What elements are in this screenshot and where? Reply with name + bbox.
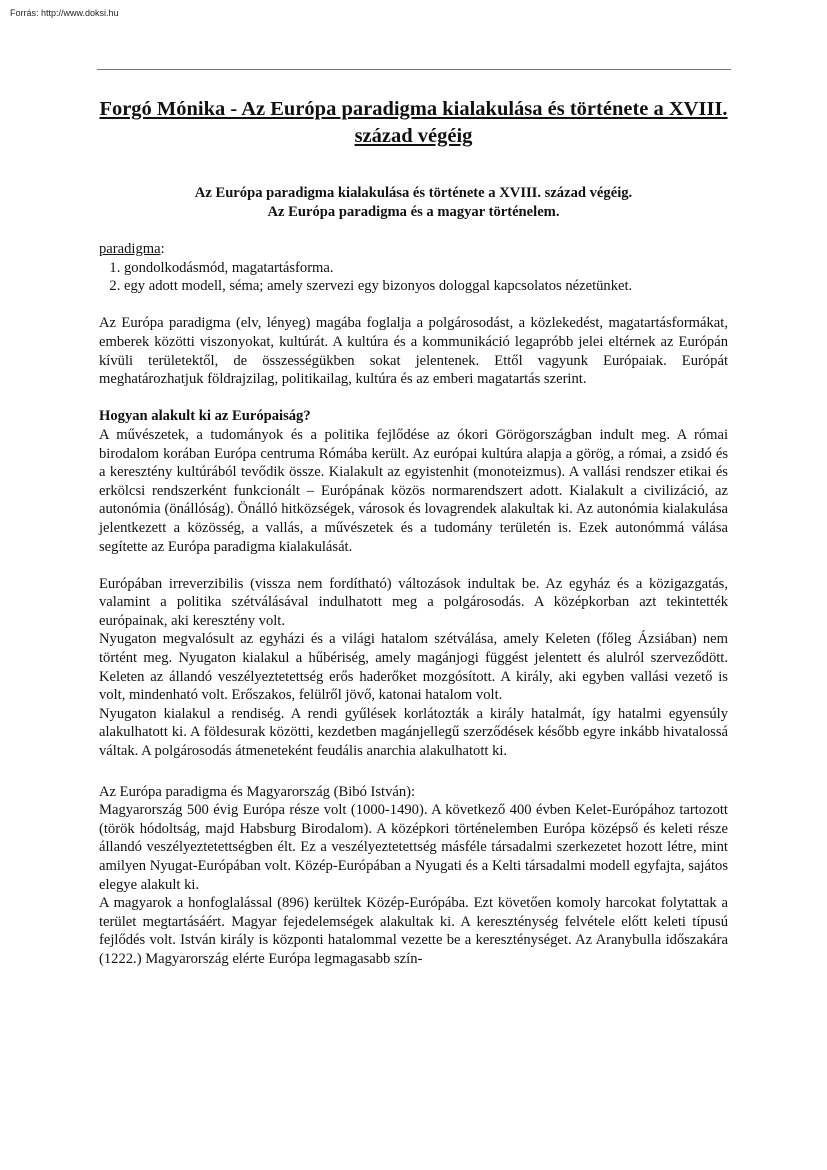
document-title: Forgó Mónika - Az Európa paradigma kialakulása és története a XVIII. század végéig [99, 98, 728, 147]
definition-block [99, 240, 728, 296]
paragraph: A művészetek, a tudományok és a politika fejlődése az ókori Görögországban indult meg. A római birodalom korában Európa centruma Rómába került. Az európai kultúra alapja a görög, a római, a zsidó és a keresztény kultúrából tevődik össze. Kialakult az egyistenhit (monoteizmus). A vallási rendszer etikai és erkölcsi rendszerként funkcionált – Európának közös normarendszert adott. Kialakult a civilizáció, az autonómia (önállóság). Önálló hitközségek, városok és lovagrendek alakultak ki. Az autonómia kialakulása jelentkezett a közösség, a vallás, a művészetek és a tudomány területén is. Ezek autonómmá válása segítette az Európa paradigma kialakulását. [99, 426, 728, 555]
definition-term: paradigma [99, 241, 161, 257]
paragraph: Európában irreverzibilis (vissza nem fordítható) változások indultak be. Az egyház és a közigazgatás, valamint a politika szétválásával indulhatott meg a polgárosodás. A középkorban azt tekintették európainak, aki keresztény volt. [99, 575, 728, 629]
intro-paragraph: Az Európa paradigma (elv, lényeg) magába foglalja a polgárosodást, a közlekedést, magatartásformákat, emberek közötti viszonyokat, kultúrát. A kultúra és a kommunikáció legapróbb jelei eltérnek az Európán kívüli területektől, de összességükben sokat jelentenek. Ettől vagyunk Európaiak. Európát meghatározhatjuk földrajzilag, politikailag, kultúra és az emberi magatartás szerint. [99, 315, 728, 388]
list-item: 2. egy adott modell, séma; amely szervezi egy bizonyos dologgal kapcsolatos nézetünket. [124, 277, 728, 296]
source-url: Forrás: http://www.doksi.hu [10, 8, 119, 18]
document-subtitle [99, 184, 728, 222]
subtitle-line-2: Az Európa paradigma és a magyar történelem. [267, 204, 560, 220]
paragraph: A magyarok a honfoglalással (896) kerültek Közép-Európába. Ezt követően komoly harcokat folytattak a terület megtartásáért. Magyar fejedelemségek alakultak ki. A kereszténység felvétele előtt keleti típusú fejlődés volt. István király is központi hatalommal vezette be a kereszténységet. Az Aranybulla időszakára (1222.) Magyarország elérte Európa legmagasabb szín- [99, 895, 728, 967]
header-divider [97, 69, 731, 70]
section-heading: Az Európa paradigma és Magyarország (Bibó István): [99, 783, 416, 800]
document-body [99, 96, 728, 969]
paragraph: Nyugaton megvalósult az egyházi és a világi hatalom szétválása, amely Keleten (főleg Ázsiában) nem történt meg. Nyugaton kialakul a hűbériség, amely magánjogi függést jelentett és alulról szerveződött. Keleten az állandó veszélyeztetettség erős haderőket mozgósított. A király, aki egyben vallási vezető is volt, mindenható volt. Erőszakos, felülről jövő, katonai hatalom volt. [99, 631, 728, 704]
paragraph: Nyugaton kialakul a rendiség. A rendi gyűlések korlátozták a király hatalmát, így hatalmi egyensúly alakulhatott ki. A földesurak közötti, kezdetben magánjellegű szerződések később egyre inkább hivatalossá váltak. A polgárosodás átmeneteként feudális anarchia alakulhatott ki. [99, 705, 728, 760]
list-item: 1. gondolkodásmód, magatartásforma. [124, 259, 728, 278]
paragraph: Magyarország 500 évig Európa része volt (1000-1490). A következő 400 évben Kelet-Európához tartozott (török hódoltság, majd Habsburg Birodalom). A középkori történelemben Európa középső és keleti része állandó veszélyeztetettségben élt. Ez a veszélyeztetettség másféle társadalmi szerkezetet hozott létre, mint amilyen Nyugat-Európában volt. Közép-Európában a Nyugati és a Kelti társadalmi modell egyfajta, sajátos elegye alakult ki. [99, 802, 728, 893]
section-heading: Hogyan alakult ki az Európaiság? [99, 408, 311, 425]
definition-colon: : [160, 241, 165, 257]
subtitle-line-1: Az Európa paradigma kialakulása és története a XVIII. század végéig. [194, 185, 633, 201]
definition-list [99, 259, 728, 296]
